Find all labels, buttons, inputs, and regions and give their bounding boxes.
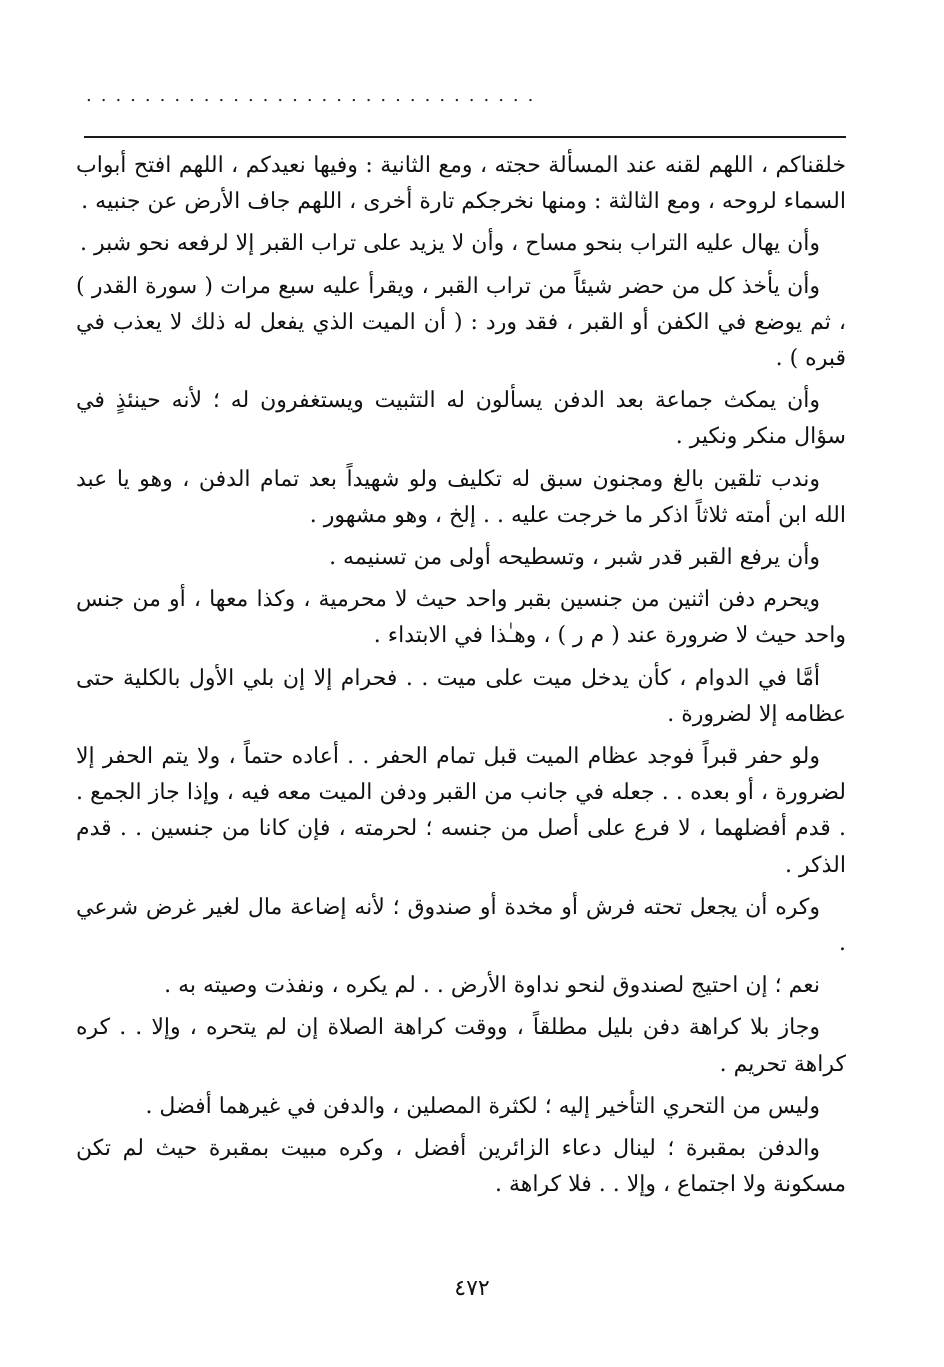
paragraph: وندب تلقين بالغ ومجنون سبق له تكليف ولو شهيداً بعد تمام الدفن ، وهو يا عبد الله ابن أمته ثلاثاً اذكر ما خرجت عليه . . إلخ ، وهو مشهور . [76, 466, 846, 528]
paragraph: وأن يمكث جماعة بعد الدفن يسألون له التثبيت ويستغفرون له ؛ لأنه حينئذٍ في سؤال منكر ونكير . [76, 388, 846, 450]
paragraph: خلقناكم ، اللهم لقنه عند المسألة حجته ، ومع الثانية : وفيها نعيدكم ، اللهم افتح أبواب السماء لروحه ، ومع الثالثة : ومنها نخرجكم تارة أخرى ، اللهم جاف الأرض عن جنبيه . [76, 153, 846, 215]
paragraph: وليس من التحري التأخير إليه ؛ لكثرة المصلين ، والدفن في غيرهما أفضل . [145, 1093, 820, 1119]
paragraph: وكره أن يجعل تحته فرش أو مخدة أو صندوق ؛ لأنه إضاعة مال لغير غرض شرعي . [76, 894, 846, 957]
page-number: ٤٧٢ [454, 1276, 490, 1301]
paragraph: نعم ؛ إن احتيج لصندوق لنحو نداوة الأرض . . لم يكره ، ونفذت وصيته به . [164, 973, 820, 999]
paragraph: ولو حفر قبراً فوجد عظام الميت قبل تمام الحفر . . أعاده حتماً ، ولا يتم الحفر إلا لضرورة ، أو بعده . . جعله في جانب من القبر ودفن الميت معه فيه ، وإذا جاز الجمع . . قدم أفضلهما ، لا فرع على أصل من جنسه ؛ لحرمته ، فإن كانا من جنسين . . قدم الذكر . [76, 744, 846, 878]
paragraph: وأن يهال عليه التراب بنحو مساح ، وأن لا يزيد على تراب القبر إلا لرفعه نحو شبر . [80, 231, 820, 257]
paragraph: والدفن بمقبرة ؛ لينال دعاء الزائرين أفضل ، وكره مبيت بمقبرة حيث لم تكن مسكونة ولا اجتماع ، وإلا . . فلا كراهة . [76, 1136, 846, 1198]
header-dotted-line: ............................... [86, 86, 543, 106]
header-rule [84, 136, 846, 138]
paragraph: وجاز بلا كراهة دفن بليل مطلقاً ، ووقت كراهة الصلاة إن لم يتحره ، وإلا . . كره كراهة تحريم . [76, 1015, 846, 1077]
paragraph: وأن يرفع القبر قدر شبر ، وتسطيحه أولى من تسنيمه . [329, 545, 820, 571]
paragraph: وأن يأخذ كل من حضر شيئاً من تراب القبر ، ويقرأ عليه سبع مرات ( سورة القدر ) ، ثم يوضع في الكفن أو القبر ، فقد ورد : ( أن الميت الذي يفعل له ذلك لا يعذب في قبره ) . [76, 273, 846, 372]
paragraph: أمَّا في الدوام ، كأن يدخل ميت على ميت . . فحرام إلا إن بلي الأول بالكلية حتى عظامه إلا لضرورة . [76, 665, 846, 727]
paragraph: ويحرم دفن اثنين من جنسين بقبر واحد حيث لا محرمية ، وكذا معها ، أو من جنس واحد حيث لا ضرورة عند ( م ر ) ، وهـٰذا في الابتداء . [76, 587, 846, 649]
page-body [76, 148, 846, 1209]
